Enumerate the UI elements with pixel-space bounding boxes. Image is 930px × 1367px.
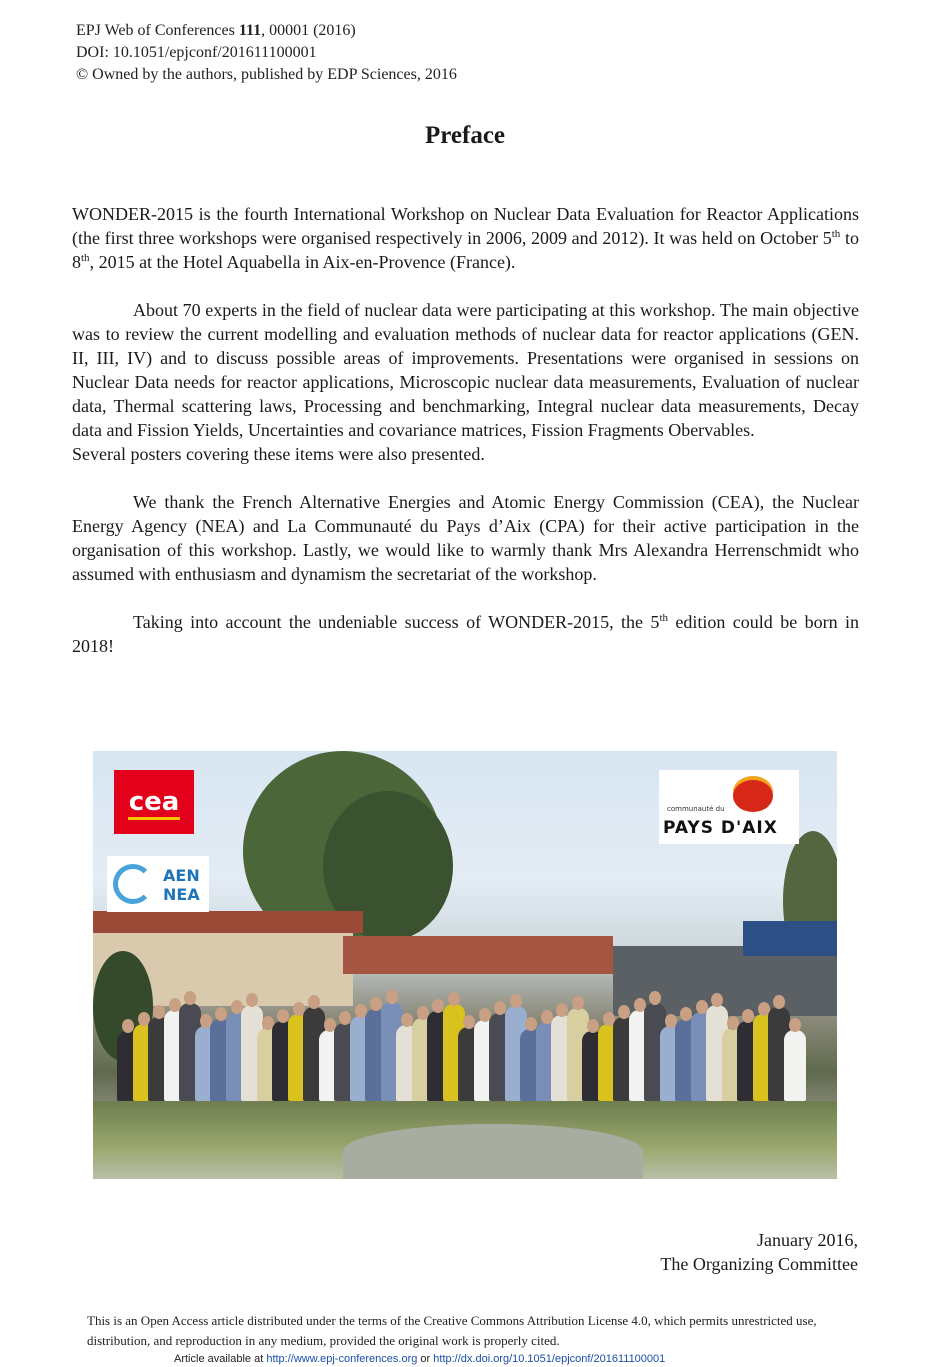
signature-block (660, 1228, 858, 1276)
pays-daix-logo: communauté du PAYS D'AIX (659, 770, 799, 844)
paragraph-posters: Several posters covering these items were also presented. (72, 444, 485, 464)
photo-crowd (117, 986, 817, 1101)
paragraph-intro: WONDER-2015 is the fourth International Workshop on Nuclear Data Evaluation for Reactor Applications (the first three workshops were organised respectively in 2006, 2009 and 2012). It was held on October 5th to 8th, 2015 at the Hotel Aquabella in Aix-en-Provence (France). (72, 204, 859, 272)
sun-icon (733, 780, 773, 812)
doi-link[interactable]: http://dx.doi.org/10.1051/epjconf/201611100001 (433, 1353, 666, 1365)
photo-person-head (339, 1011, 351, 1025)
nea-ring-icon (113, 864, 153, 904)
copyright-line: © Owned by the authors, published by EDP Sciences, 2016 (76, 66, 457, 83)
photo-person-head (742, 1009, 754, 1023)
group-photo (93, 751, 837, 1179)
photo-person-head (618, 1005, 630, 1019)
photo-person-head (246, 993, 258, 1007)
photo-person-head (525, 1017, 537, 1031)
photo-person-head (556, 1003, 568, 1017)
photo-person (784, 1030, 806, 1101)
signature-org: The Organizing Committee (660, 1254, 858, 1274)
photo-person-head (308, 995, 320, 1009)
photo-person-head (401, 1013, 413, 1027)
photo-person-head (370, 997, 382, 1011)
signature-date: January 2016, (757, 1230, 858, 1250)
paragraph-closing: Taking into account the undeniable success of WONDER-2015, the 5th edition could be born in 2018! (72, 612, 859, 656)
photo-person-head (494, 1001, 506, 1015)
photo-roof (343, 936, 613, 974)
photo-person-head (122, 1019, 134, 1033)
photo-person-head (184, 991, 196, 1005)
photo-person-head (277, 1009, 289, 1023)
photo-person-head (680, 1007, 692, 1021)
photo-person-head (789, 1018, 801, 1032)
photo-person-head (711, 993, 723, 1007)
photo-roof (93, 911, 363, 933)
volume-number: 111 (238, 22, 262, 39)
photo-person-head (572, 996, 584, 1010)
page-title: Preface (424, 122, 506, 149)
paragraph-participants: About 70 experts in the field of nuclear data were participating at this workshop. The main objective was to review the current modelling and evaluation methods of nuclear data for reactor applications (GEN. II, III, IV) and to discuss possible areas of improvements. Presentations were organised in sessions on Nuclear Data needs for reactor applications, Microscopic nuclear data measurements, Evaluation of nuclear data, Thermal scattering laws, Processing and benchmarking, Integral nuclear data measurements, Decay data and Fission Yields, Uncertainties and covariance matrices, Fission Fragments Obervables. Several posters covering these items were also presented. (72, 300, 859, 464)
photo-person-head (510, 994, 522, 1008)
article-availability: Article available at http://www.epj-conferences.org or http://dx.doi.org/10.1051/epjconf/201611100001 (174, 1353, 666, 1365)
doi-line: DOI: 10.1051/epjconf/201611100001 (76, 44, 317, 61)
journal-citation: EPJ Web of Conferences 111, 00001 (2016) (76, 22, 356, 39)
photo-person-head (215, 1007, 227, 1021)
photo-roof (743, 921, 837, 956)
photo-person-head (587, 1019, 599, 1033)
photo-person-head (432, 999, 444, 1013)
photo-path (343, 1124, 643, 1179)
license-notice: This is an Open Access article distributed under the terms of the Creative Commons Attribution License 4.0, which permits unrestricted use, distribution, and reproduction in any medium, provided the original work is properly cited. (87, 1313, 817, 1348)
photo-person-head (153, 1005, 165, 1019)
nea-logo: AEN NEA (107, 856, 209, 912)
paragraph-thanks: We thank the French Alternative Energies and Atomic Energy Commission (CEA), the Nuclear Energy Agency (NEA) and La Communauté du Pays d’Aix (CPA) for their active participation in the organisation of this workshop. Lastly, we would like to warmly thank Mrs Alexandra Herrenschmidt who assumed with enthusiasm and dynamism the secretariat of the workshop. (72, 492, 859, 584)
photo-person-head (448, 992, 460, 1006)
photo-person-head (386, 990, 398, 1004)
photo-person-head (463, 1015, 475, 1029)
photo-person-head (773, 995, 785, 1009)
cea-logo: cea (114, 770, 194, 834)
epj-conferences-link[interactable]: http://www.epj-conferences.org (266, 1353, 418, 1365)
preface-body (72, 202, 859, 682)
photo-person-head (649, 991, 661, 1005)
page-header (76, 20, 457, 86)
